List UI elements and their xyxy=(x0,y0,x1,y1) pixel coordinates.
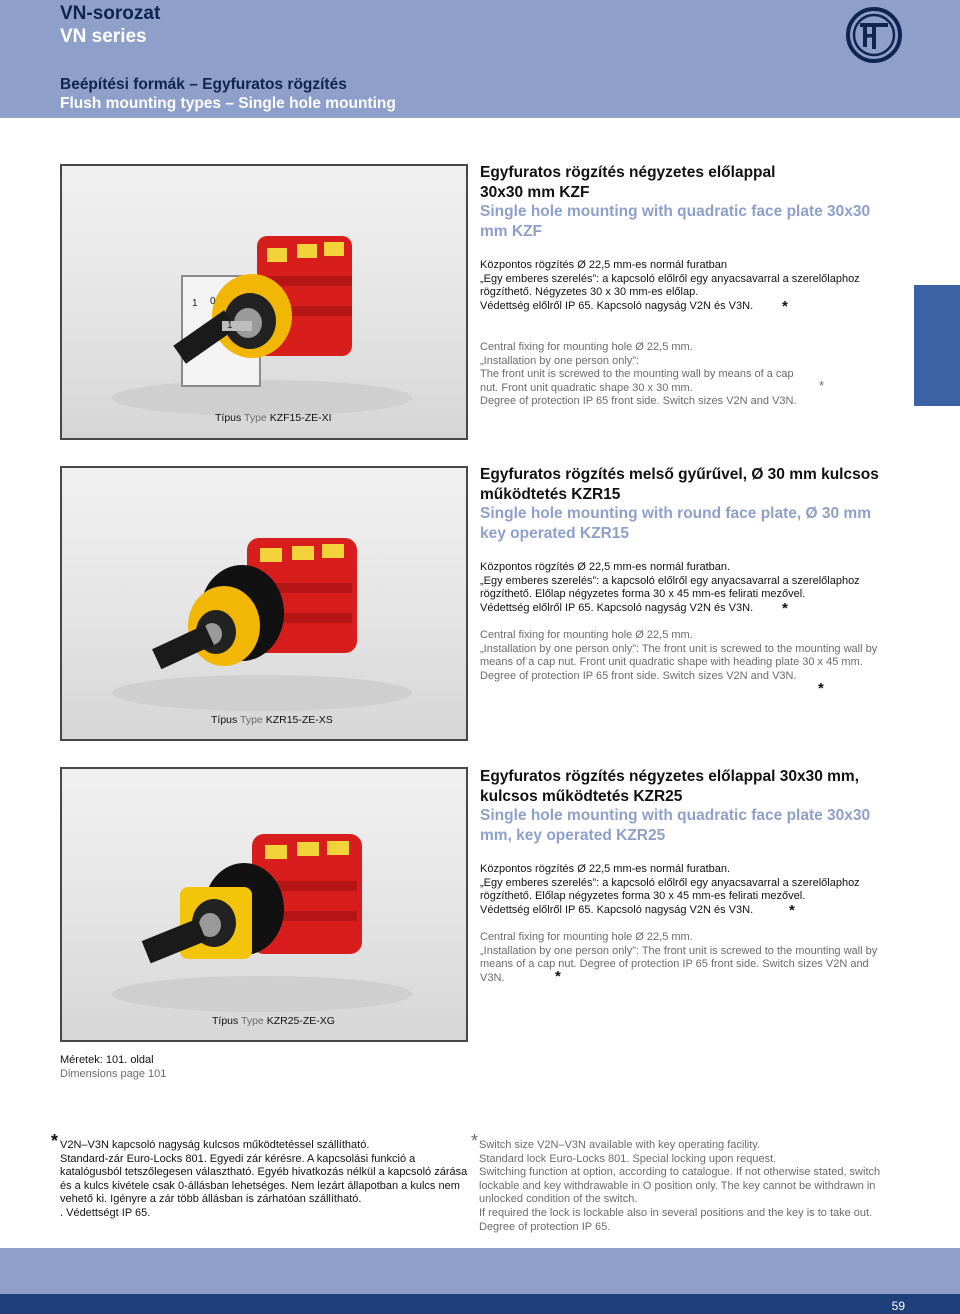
side-tab-marker xyxy=(914,285,960,406)
footnote-star-hu: * xyxy=(51,1131,59,1151)
section-heading-hu: Beépítési formák – Egyfuratos rögzítés xyxy=(60,76,347,93)
type-label-kzr15 xyxy=(211,714,333,726)
footnote-hu: V2N–V3N kapcsoló nagyság kulcsos működtetéssel szállítható. Standard-zár Euro-Locks 801. Egyedi zár kérésre. A kapcsolási funkció a katalógusból tetszőlegesen választható. Egyéb hivatkozás nélkül a kapcsoló zárása és a kulcs kivétele csak 0-állásban lehetséges. Nem lezárt állapotban a kulcs nem vehető ki. Igényre a zár több állásban is zárhatóan szállítható. . Védettségt IP 65. xyxy=(60,1139,468,1219)
type-word-en: Type xyxy=(241,1015,264,1027)
svg-text:1: 1 xyxy=(227,320,233,331)
section-title-hu-kzf: Egyfuratos rögzítés négyzetes előlappal 30x30 mm KZF xyxy=(480,164,776,201)
product-photo-kzr25 xyxy=(60,767,468,1042)
footnote-marker: * xyxy=(789,902,795,919)
section-heading-en: Flush mounting types – Single hole mounting xyxy=(60,95,396,112)
footnote-en: Switch size V2N–V3N available with key operating facility. Standard lock Euro-Locks 801. Special locking upon request. Switching function at option, according to catalogue. If not otherwise stated, switch lockable and key withdrawable in O position only. The key cannot be withdrawn in unlocked condition of the switch. If required the lock is lockable also in several positions and the key is to take out. Degree of protection IP 65. xyxy=(479,1139,881,1233)
type-word-hu: Típus xyxy=(215,412,242,424)
svg-text:1: 1 xyxy=(192,298,198,309)
dimensions-ref-hu: Méretek: 101. oldal xyxy=(60,1054,154,1066)
svg-text:0: 0 xyxy=(210,296,216,307)
type-code: KZR15-ZE-XS xyxy=(265,714,333,726)
description-hu-kzf: Központos rögzítés Ø 22,5 mm-es normál furatban „Egy emberes szerelés”: a kapcsoló előlről egy anyacsavarral a szerelőlaphoz rögzíthető. Négyzetes 30 x 30 mm-es előlap. Védettség előlről IP 65. Kapcsoló nagyság V2N és V3N. xyxy=(480,259,860,312)
description-en-kzr15: Central fixing for mounting hole Ø 22,5 mm. „Installation by one person only”: The front unit is screwed to the mounting wall by means of a cap nut. Front unit quadratic shape with heading plate 30 x 45 mm. Degree of protection IP 65 front side. Switch sizes V2N and V3N. xyxy=(480,629,878,682)
product-photo-kzf xyxy=(60,164,468,440)
type-word-en: Type xyxy=(244,412,267,424)
section-title-en-kzf: Single hole mounting with quadratic face plate 30x30 mm KZF xyxy=(480,203,871,240)
series-title-hu: VN-sorozat xyxy=(60,3,161,24)
description-en-kzf: Central fixing for mounting hole Ø 22,5 mm. „Installation by one person only”: The front unit is screwed to the mounting wall by means of a cap nut. Front unit quadratic shape 30 x 30 mm. Degree of protection IP 65 front side. Switch sizes V2N and V3N. xyxy=(480,341,797,408)
type-code: KZF15-ZE-XI xyxy=(269,412,332,424)
footer-bar xyxy=(0,1294,960,1314)
footnote-star-en: * xyxy=(471,1131,479,1151)
section-title-hu-kzr15: Egyfuratos rögzítés melső gyűrűvel, Ø 30 mm kulcsos működtetés KZR15 xyxy=(480,466,879,503)
description-en-kzr25: Central fixing for mounting hole Ø 22,5 mm. „Installation by one person only”: The front unit is screwed to the mounting wall by means of a cap nut. Degree of protection IP 65 front side. Switch sizes V2N and V3N. xyxy=(480,931,878,984)
footnote-marker-en: * xyxy=(819,378,825,393)
type-word-en: Type xyxy=(240,714,263,726)
section-title-hu-kzr25: Egyfuratos rögzítés négyzetes előlappal 30x30 mm, kulcsos működtetés KZR25 xyxy=(480,768,860,805)
switch-kzr25-icon xyxy=(62,769,466,1040)
company-logo-icon xyxy=(845,6,903,64)
footnote-marker: * xyxy=(782,298,788,315)
footnote-marker: * xyxy=(555,968,561,985)
description-hu-kzr25: Központos rögzítés Ø 22,5 mm-es normál furatban. „Egy emberes szerelés”: a kapcsoló előlről egy anyacsavarral a szerelőlaphoz rögzíthető. Előlap négyzetes forma 30 x 45 mm-es felirati mezővel. Védettség előlről IP 65. Kapcsoló nagyság V2N és V3N. xyxy=(480,863,860,916)
dimensions-ref-en: Dimensions page 101 xyxy=(60,1068,167,1080)
series-title-en: VN series xyxy=(60,26,147,47)
footnote-marker: * xyxy=(818,680,824,697)
section-title-en-kzr15: Single hole mounting with round face plate, Ø 30 mm key operated KZR15 xyxy=(480,505,871,542)
type-code: KZR25-ZE-XG xyxy=(266,1015,335,1027)
type-label-kzf xyxy=(215,412,332,424)
section-title-en-kzr25: Single hole mounting with quadratic face plate 30x30 mm, key operated KZR25 xyxy=(480,807,871,844)
footer-band xyxy=(0,1248,960,1294)
footnote-marker: * xyxy=(782,600,788,617)
switch-kzr15-icon xyxy=(62,468,466,739)
description-hu-kzr15: Központos rögzítés Ø 22,5 mm-es normál furatban. „Egy emberes szerelés”: a kapcsoló előlről egy anyacsavarral a szerelőlaphoz rögzíthető. Előlap négyzetes forma 30 x 45 mm-es felirati mezővel. Védettség előlről IP 65. Kapcsoló nagyság V2N és V3N. xyxy=(480,561,860,614)
page-number: 59 xyxy=(891,1299,905,1313)
type-word-hu: Típus xyxy=(212,1015,239,1027)
type-label-kzr25 xyxy=(212,1015,335,1027)
type-word-hu: Típus xyxy=(211,714,238,726)
switch-kzf-icon xyxy=(62,166,466,438)
product-photo-kzr15 xyxy=(60,466,468,741)
